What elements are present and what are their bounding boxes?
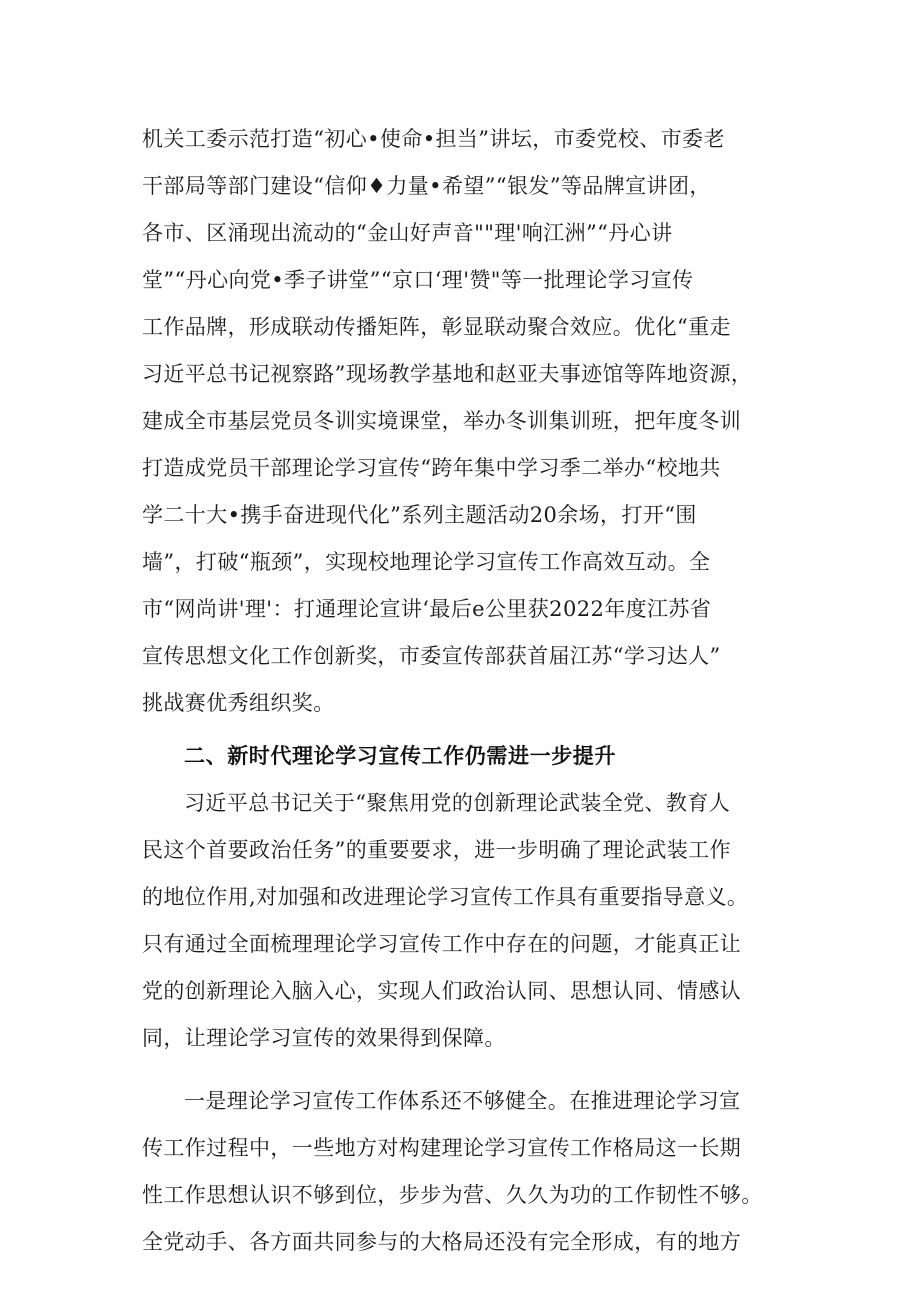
text-line: 民这个首要政治任务”的重要要求，进一步明确了理论武装工作 [142,838,731,862]
text-line: 各市、区涌现出流动的“金山好声音""理'响江洲”“丹心讲 [142,221,673,245]
text-line: 市“网尚讲'理'：打通理论宣讲‘最后e公里获2022年度江苏省 [142,597,712,621]
text-line: 学二十大•携手奋进现代化”系列主题活动20余场，打开“围 [142,503,697,527]
text-line: 挑战赛优秀组织奖。 [142,691,335,715]
text-line: 同，让理论学习宣传的效果得到保障。 [142,1026,506,1050]
text-line: 打造成党员干部理论学习宣传“跨年集中学习季二举办“校地共 [142,456,721,480]
document-body [142,116,802,1266]
text-line: 工作品牌，形成联动传播矩阵，彰显联动聚合效应。优化“重走 [142,315,731,339]
paragraph-spacer [142,1062,802,1078]
text-line: 宣传思想文化工作创新奖，市委宣传部获首届江苏“学习达人” [142,644,721,668]
text-line: 性工作思想认识不够到位，步步为营、久久为功的工作韧性不够。 [142,1183,763,1207]
paragraph-3 [142,1078,802,1266]
paragraph-2 [142,780,802,1062]
text-line: 全党动手、各方面共同参与的大格局还没有完全形成，有的地方 [142,1230,742,1254]
paragraph-1 [142,116,802,727]
text-line: 建成全市基层党员冬训实境课堂，举办冬训集训班，把年度冬训 [142,409,742,433]
text-line: 一是理论学习宣传工作体系还不够健全。在推进理论学习宣 [184,1089,741,1113]
text-line: 机关工委示范打造“初心•使命•担当”讲坛，市委党校、市委老 [142,127,725,151]
section-heading: 二、新时代理论学习宣传工作仍需进一步提升 [184,744,616,768]
text-line: 习近平总书记关于“聚焦用党的创新理论武装全党、教育人 [184,791,731,815]
text-line: 只有通过全面梳理理论学习宣传工作中存在的问题，才能真正让 [142,932,742,956]
text-line: 习近平总书记视察路”现场教学基地和赵亚夫事迹馆等阵地资源， [142,362,753,386]
text-line: 堂”“丹心向党•季子讲堂”“京口‘理'赞"等一批理论学习宣传 [142,268,694,292]
text-line: 党的创新理论入脑入心，实现人们政治认同、思想认同、情感认 [142,979,742,1003]
text-line: 墙”，打破“瓶颈”，实现校地理论学习宣传工作高效互动。全 [142,550,711,574]
text-line: 传工作过程中，一些地方对构建理论学习宣传工作格局这一长期 [142,1136,742,1160]
text-line: 的地位作用,对加强和改进理论学习宣传工作具有重要指导意义。 [142,885,749,909]
text-line: 干部局等部门建设“信仰♦力量•希望”“银发”等品牌宣讲团， [142,174,711,198]
